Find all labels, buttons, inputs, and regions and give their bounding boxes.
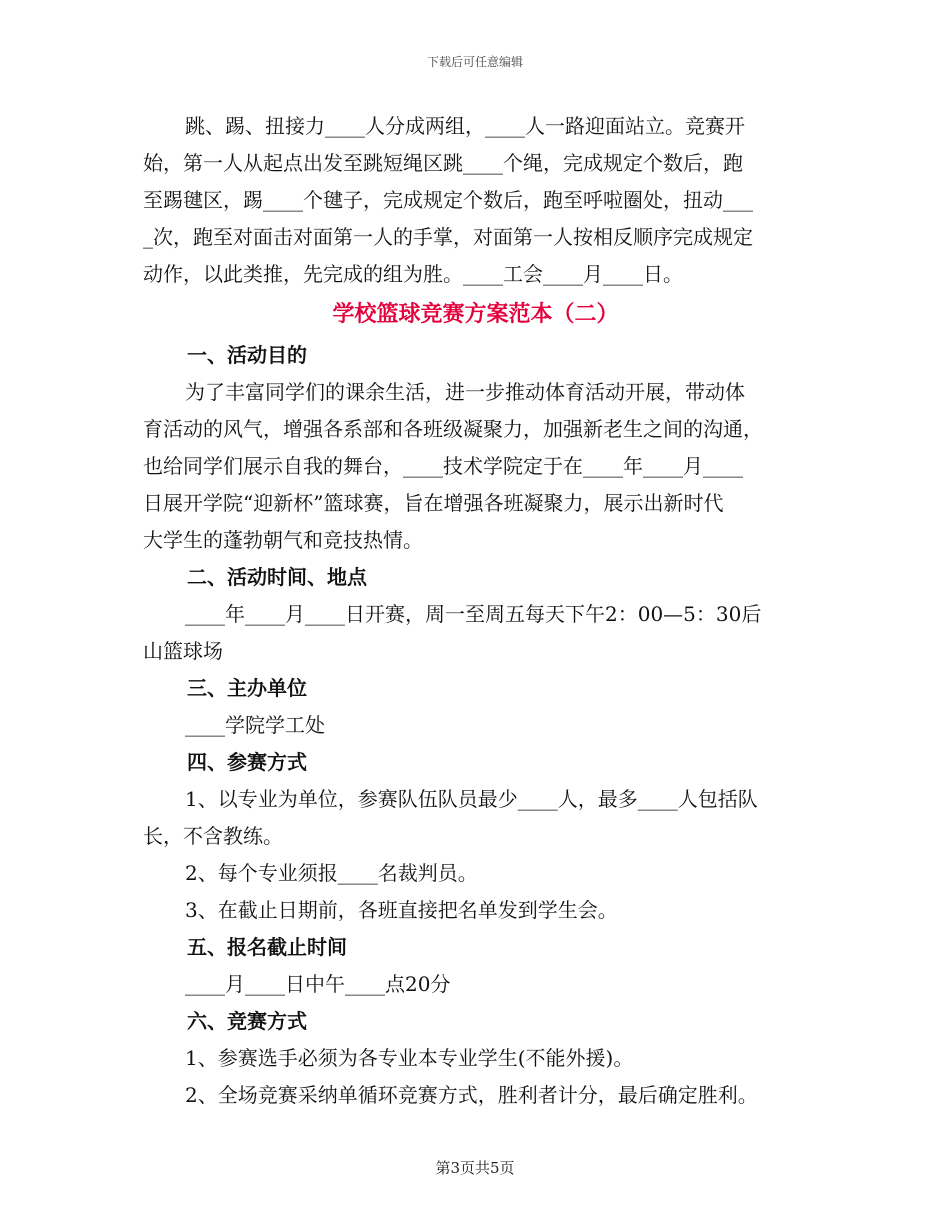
- section-heading: 三、主办单位: [187, 676, 307, 700]
- document-title: 学校篮球竞赛方案范本（二）: [332, 301, 619, 327]
- section-heading: 二、活动时间、地点: [187, 565, 367, 589]
- text-line: 2、全场竞赛采纳单循环竞赛方式，胜利者计分，最后确定胜利。: [185, 1083, 758, 1107]
- text-line: 2、每个专业须报____名裁判员。: [185, 861, 478, 885]
- text-line: 3、在截止日期前，各班直接把名单发到学生会。: [185, 898, 618, 922]
- text-line: 始，第一人从起点出发至跳短绳区跳____个绳，完成规定个数后，跑: [143, 151, 743, 175]
- document-body: [143, 108, 808, 1114]
- text-line: 至踢毽区，踢____个毽子，完成规定个数后，跑至呼啦圈处，扭动___: [143, 188, 753, 212]
- text-line: ____年____月____日开赛，周一至周五每天下午2：00—5：30后: [185, 602, 762, 626]
- text-line: 动作，以此类推，先完成的组为胜。____工会____月____日。: [143, 262, 683, 286]
- page-footer: 第3页共5页: [435, 1159, 515, 1177]
- text-line: ____月____日中午____点20分: [185, 972, 451, 996]
- text-line: 育活动的风气，增强各系部和各班级凝聚力，加强新老生之间的沟通，: [143, 417, 763, 441]
- section-heading: 四、参赛方式: [187, 750, 307, 774]
- section-heading: 五、报名截止时间: [187, 935, 347, 959]
- text-line: 日展开学院“迎新杯”篮球赛，旨在增强各班凝聚力，展示出新时代: [143, 491, 724, 515]
- text-line: ____学院学工处: [185, 713, 325, 737]
- intro-paragraph: [143, 108, 808, 293]
- text-line: 为了丰富同学们的课余生活，进一步推动体育活动开展，带动体: [185, 380, 745, 404]
- section-heading: 六、竞赛方式: [187, 1009, 307, 1033]
- page-header: 下载后可任意编辑: [426, 55, 523, 69]
- text-line: 大学生的蓬勃朝气和竞技热情。: [143, 528, 423, 552]
- text-line: 山篮球场: [143, 639, 223, 663]
- text-line: 1、参赛选手必须为各专业本专业学生(不能外援)。: [185, 1046, 634, 1070]
- text-line: 跳、踢、扭接力____人分成两组，____人一路迎面站立。竞赛开: [185, 114, 745, 138]
- section-heading: 一、活动目的: [187, 343, 307, 367]
- text-line: _次，跑至对面击对面第一人的手掌，对面第一人按相反顺序完成规定: [143, 225, 753, 249]
- text-line: 长，不含教练。: [143, 824, 283, 848]
- text-line: 1、以专业为单位，参赛队伍队员最少____人，最多____人包括队: [185, 787, 758, 811]
- text-line: 也给同学们展示自我的舞台，____技术学院定于在____年____月____: [143, 454, 743, 478]
